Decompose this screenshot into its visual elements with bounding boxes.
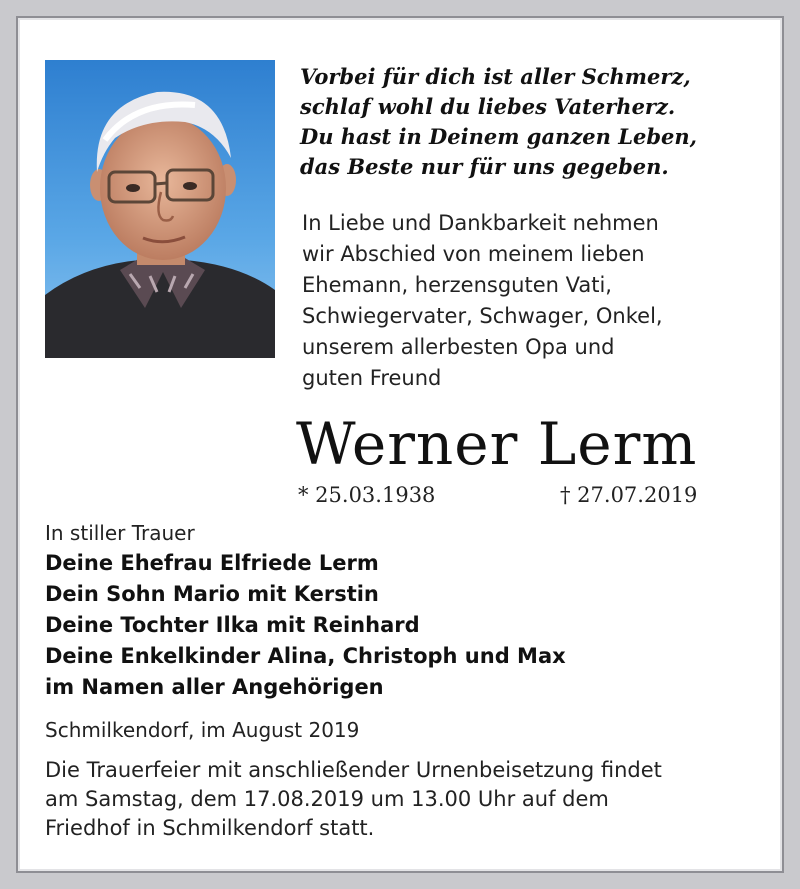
family-list xyxy=(45,548,566,703)
family-member: Deine Ehefrau Elfriede Lerm xyxy=(45,551,379,575)
portrait-photo xyxy=(45,60,275,358)
death-date: † 27.07.2019 xyxy=(560,483,698,507)
family-member: Dein Sohn Mario mit Kerstin xyxy=(45,582,379,606)
birth-date: * 25.03.1938 xyxy=(298,483,436,507)
ceremony-line: Die Trauerfeier mit anschließender Urnenbeisetzung findet xyxy=(45,758,662,782)
ceremony-line: am Samstag, dem 17.08.2019 um 13.00 Uhr auf dem xyxy=(45,787,609,811)
family-member: Deine Tochter Ilka mit Reinhard xyxy=(45,613,420,637)
memorial-poem xyxy=(300,62,770,182)
place-date: Schmilkendorf, im August 2019 xyxy=(45,718,360,742)
poem-line: Vorbei für dich ist aller Schmerz, xyxy=(300,64,691,89)
ceremony-info xyxy=(45,756,662,843)
deceased-name: Werner Lerm xyxy=(296,410,698,478)
family-member: im Namen aller Angehörigen xyxy=(45,675,384,699)
farewell-line: guten Freund xyxy=(302,366,442,390)
farewell-line: wir Abschied von meinem lieben xyxy=(302,242,645,266)
farewell-line: unserem allerbesten Opa und xyxy=(302,335,615,359)
farewell-line: Schwiegervater, Schwager, Onkel, xyxy=(302,304,663,328)
poem-line: schlaf wohl du liebes Vaterherz. xyxy=(300,94,676,119)
farewell-line: Ehemann, herzensguten Vati, xyxy=(302,273,612,297)
mourning-label: In stiller Trauer xyxy=(45,521,195,545)
family-member: Deine Enkelkinder Alina, Christoph und Max xyxy=(45,644,566,668)
farewell-text xyxy=(302,208,772,394)
ceremony-line: Friedhof in Schmilkendorf statt. xyxy=(45,816,375,840)
poem-line: das Beste nur für uns gegeben. xyxy=(300,154,669,179)
poem-line: Du hast in Deinem ganzen Leben, xyxy=(300,124,697,149)
farewell-line: In Liebe und Dankbarkeit nehmen xyxy=(302,211,659,235)
